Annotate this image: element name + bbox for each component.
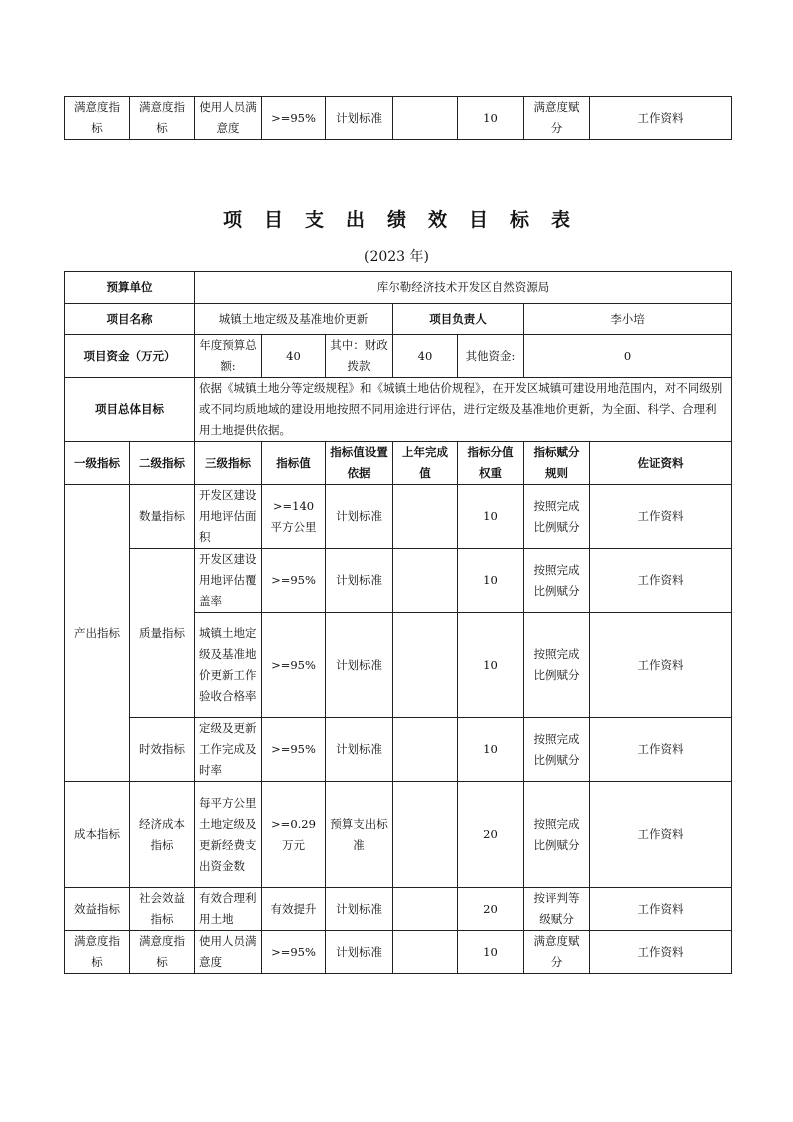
cell-level2: 数量指标 bbox=[130, 485, 195, 549]
cell-basis: 计划标准 bbox=[326, 97, 393, 140]
header-prev: 上年完成值 bbox=[393, 442, 458, 485]
unit-row bbox=[65, 272, 732, 304]
project-name-label: 项目名称 bbox=[65, 304, 195, 335]
cell-weight: 10 bbox=[458, 97, 524, 140]
cell-rule: 按照完成比例赋分 bbox=[524, 782, 590, 888]
cell-value: >=95% bbox=[262, 718, 326, 782]
cell-basis: 计划标准 bbox=[326, 613, 393, 718]
cell-value: >=140 平方公里 bbox=[262, 485, 326, 549]
cell-evidence: 工作资料 bbox=[590, 485, 732, 549]
cell-level2: 经济成本指标 bbox=[130, 782, 195, 888]
cell-level3: 有效合理利用土地 bbox=[195, 888, 262, 931]
cell-weight: 10 bbox=[458, 485, 524, 549]
cell-evidence: 工作资料 bbox=[590, 888, 732, 931]
fiscal-value: 40 bbox=[393, 335, 458, 378]
page-subtitle: (2023 年) bbox=[363, 249, 429, 265]
cell-value: >=95% bbox=[262, 931, 326, 974]
goal-label: 项目总体目标 bbox=[65, 378, 195, 442]
table-row bbox=[65, 485, 732, 549]
cell-weight: 10 bbox=[458, 931, 524, 974]
cell-level3: 每平方公里土地定级及更新经费支出资金数 bbox=[195, 782, 262, 888]
cell-basis: 计划标准 bbox=[326, 549, 393, 613]
cell-prev bbox=[393, 613, 458, 718]
cell-level1: 效益指标 bbox=[65, 888, 130, 931]
cell-basis: 计划标准 bbox=[326, 718, 393, 782]
goal-text: 依据《城镇土地分等定级规程》和《城镇土地估价规程》，在开发区城镇可建设用地范围内，对不同级别或不同均质地域的建设用地按照不同用途进行评估，进行定级及基准地价更新，为全面、科学、合理利用土地提供依据。 bbox=[195, 378, 732, 442]
unit-label: 预算单位 bbox=[65, 272, 195, 304]
cell-level3: 使用人员满意度 bbox=[195, 97, 262, 140]
fiscal-label: 其中：财政拨款 bbox=[326, 335, 393, 378]
project-name-row bbox=[65, 304, 732, 335]
cell-prev bbox=[393, 718, 458, 782]
continuation-row bbox=[65, 97, 732, 140]
header-row bbox=[65, 442, 732, 485]
header-level1: 一级指标 bbox=[65, 442, 130, 485]
cell-prev bbox=[393, 888, 458, 931]
page-title: 项目支出绩效目标表 bbox=[222, 209, 592, 231]
cell-level3: 开发区建设用地评估覆盖率 bbox=[195, 549, 262, 613]
cell-value: >=95% bbox=[262, 613, 326, 718]
fund-row bbox=[65, 335, 732, 378]
continuation-table bbox=[64, 96, 732, 140]
cell-level2: 质量指标 bbox=[130, 549, 195, 718]
cell-prev bbox=[393, 485, 458, 549]
cell-prev bbox=[393, 97, 458, 140]
table-row bbox=[65, 931, 732, 974]
table-row bbox=[65, 888, 732, 931]
cell-evidence: 工作资料 bbox=[590, 97, 732, 140]
cell-level2: 满意度指标 bbox=[130, 97, 195, 140]
annual-value: 40 bbox=[262, 335, 326, 378]
unit-value: 库尔勒经济技术开发区自然资源局 bbox=[195, 272, 732, 304]
header-level2: 二级指标 bbox=[130, 442, 195, 485]
header-basis: 指标值设置依据 bbox=[326, 442, 393, 485]
table-row bbox=[65, 549, 732, 613]
cell-level3: 开发区建设用地评估面积 bbox=[195, 485, 262, 549]
cell-level1: 产出指标 bbox=[65, 485, 130, 782]
table-row bbox=[65, 782, 732, 888]
other-value: 0 bbox=[524, 335, 732, 378]
cell-weight: 10 bbox=[458, 549, 524, 613]
header-rule: 指标赋分规则 bbox=[524, 442, 590, 485]
header-weight: 指标分值权重 bbox=[458, 442, 524, 485]
cell-rule: 满意度赋分 bbox=[524, 931, 590, 974]
cell-rule: 按评判等级赋分 bbox=[524, 888, 590, 931]
annual-label: 年度预算总额: bbox=[195, 335, 262, 378]
cell-level3: 定级及更新工作完成及时率 bbox=[195, 718, 262, 782]
cell-value: >=95% bbox=[262, 549, 326, 613]
header-level3: 三级指标 bbox=[195, 442, 262, 485]
cell-level1: 满意度指标 bbox=[65, 97, 130, 140]
cell-basis: 计划标准 bbox=[326, 931, 393, 974]
header-evidence: 佐证资料 bbox=[590, 442, 732, 485]
cell-weight: 10 bbox=[458, 718, 524, 782]
cell-value: >=0.29 万元 bbox=[262, 782, 326, 888]
cell-value: >=95% bbox=[262, 97, 326, 140]
cell-evidence: 工作资料 bbox=[590, 549, 732, 613]
cell-prev bbox=[393, 931, 458, 974]
cell-basis: 预算支出标准 bbox=[326, 782, 393, 888]
cell-level2: 满意度指标 bbox=[130, 931, 195, 974]
leader-label: 项目负责人 bbox=[393, 304, 524, 335]
other-label: 其他资金: bbox=[458, 335, 524, 378]
cell-basis: 计划标准 bbox=[326, 485, 393, 549]
goal-row bbox=[65, 378, 732, 442]
performance-table bbox=[64, 271, 732, 974]
cell-rule: 满意度赋分 bbox=[524, 97, 590, 140]
cell-prev bbox=[393, 782, 458, 888]
cell-evidence: 工作资料 bbox=[590, 613, 732, 718]
cell-value: 有效提升 bbox=[262, 888, 326, 931]
cell-evidence: 工作资料 bbox=[590, 718, 732, 782]
project-name-value: 城镇土地定级及基准地价更新 bbox=[195, 304, 393, 335]
cell-rule: 按照完成比例赋分 bbox=[524, 485, 590, 549]
cell-level1: 满意度指标 bbox=[65, 931, 130, 974]
cell-evidence: 工作资料 bbox=[590, 782, 732, 888]
cell-rule: 按照完成比例赋分 bbox=[524, 613, 590, 718]
cell-evidence: 工作资料 bbox=[590, 931, 732, 974]
cell-basis: 计划标准 bbox=[326, 888, 393, 931]
cell-prev bbox=[393, 549, 458, 613]
cell-level1: 成本指标 bbox=[65, 782, 130, 888]
header-value: 指标值 bbox=[262, 442, 326, 485]
cell-weight: 10 bbox=[458, 613, 524, 718]
cell-rule: 按照完成比例赋分 bbox=[524, 549, 590, 613]
cell-weight: 20 bbox=[458, 782, 524, 888]
cell-level3: 使用人员满意度 bbox=[195, 931, 262, 974]
cell-weight: 20 bbox=[458, 888, 524, 931]
cell-level2: 时效指标 bbox=[130, 718, 195, 782]
cell-level3: 城镇土地定级及基准地价更新工作验收合格率 bbox=[195, 613, 262, 718]
leader-value: 李小培 bbox=[524, 304, 732, 335]
cell-rule: 按照完成比例赋分 bbox=[524, 718, 590, 782]
cell-level2: 社会效益指标 bbox=[130, 888, 195, 931]
fund-label: 项目资金（万元） bbox=[65, 335, 195, 378]
table-row bbox=[65, 718, 732, 782]
